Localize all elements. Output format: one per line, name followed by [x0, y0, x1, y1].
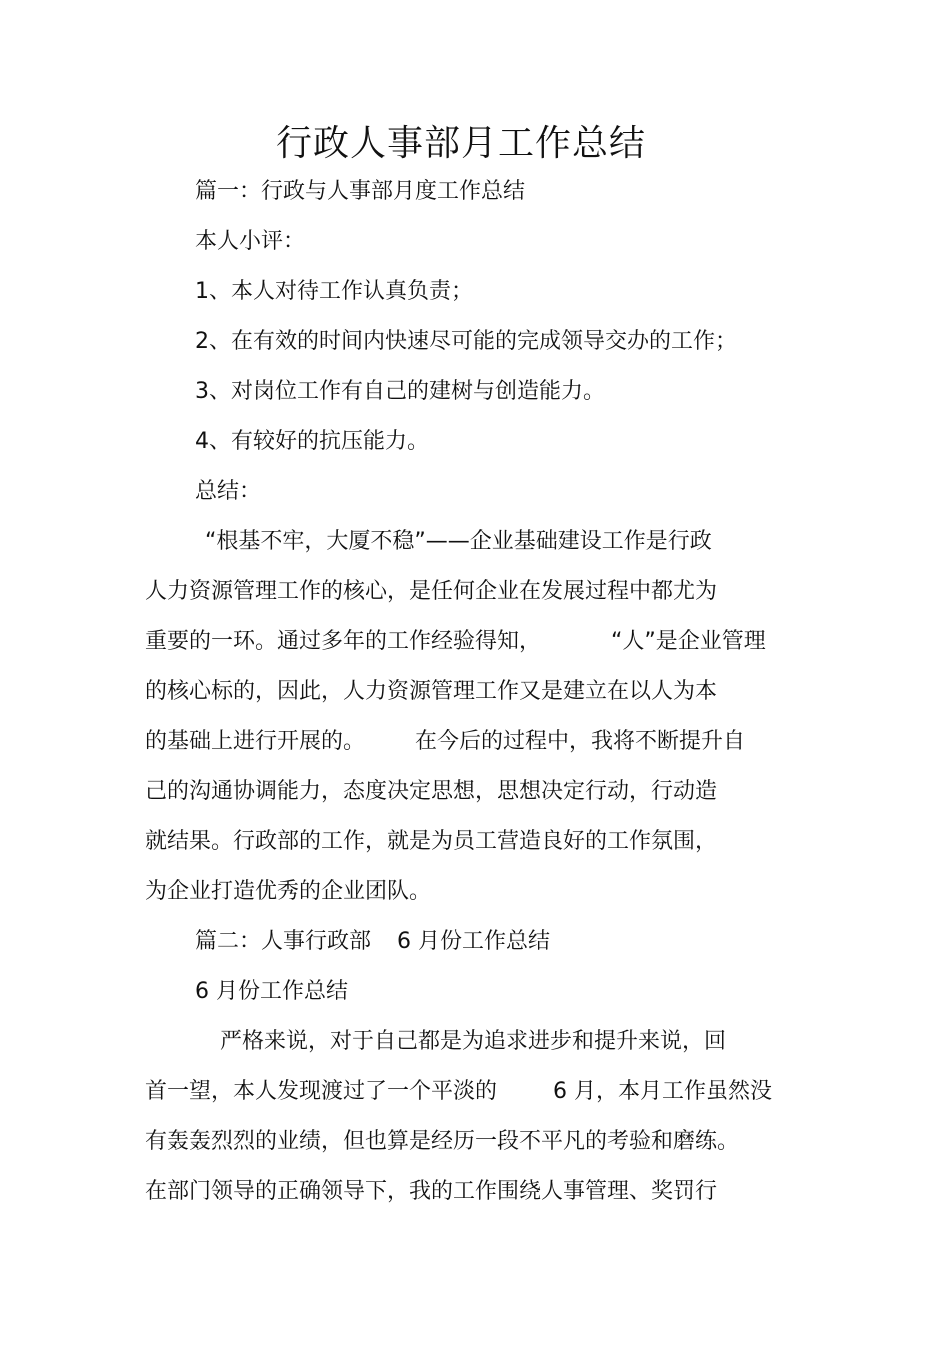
review-item-1: 1、本人对待工作认真负责； — [195, 279, 473, 304]
review-item-4: 4、有较好的抗压能力。 — [195, 429, 429, 454]
paragraph-line: 就结果。行政部的工作，就是为员工营造良好的工作氛围， — [145, 829, 718, 854]
heading-text: 篇二：人事行政部 — [195, 929, 372, 954]
heading-text: 6 月份工作总结 — [397, 929, 551, 954]
paragraph-line: 人力资源管理工作的核心，是任何企业在发展过程中都尤为 — [145, 579, 718, 604]
paragraph-text: 的基础上进行开展的。 — [145, 729, 366, 754]
paragraph-line — [145, 1077, 772, 1107]
section-heading-part2 — [195, 927, 550, 957]
paragraph-text: 重要的一环。通过多年的工作经验得知， — [145, 629, 542, 654]
subheading: 6 月份工作总结 — [195, 979, 348, 1004]
paragraph-line: 严格来说，对于自己都是为追求进步和提升来说，回 — [220, 1029, 727, 1054]
paragraph-text: 6 月，本月工作虽然没 — [553, 1079, 773, 1104]
paragraph-line: 己的沟通协调能力，态度决定思想，思想决定行动，行动造 — [145, 779, 718, 804]
paragraph-text: 在今后的过程中，我将不断提升自 — [415, 729, 746, 754]
paragraph-line — [145, 627, 766, 657]
paragraph-line: 在部门领导的正确领导下，我的工作围绕人事管理、奖罚行 — [145, 1179, 718, 1204]
section-heading-part1: 篇一：行政与人事部月度工作总结 — [195, 179, 526, 204]
summary-label: 总结： — [195, 479, 262, 504]
review-item-2: 2、在有效的时间内快速尽可能的完成领导交办的工作； — [195, 329, 737, 354]
self-review-label: 本人小评： — [195, 229, 306, 254]
paragraph-line: 有轰轰烈烈的业绩，但也算是经历一段不平凡的考验和磨练。 — [145, 1129, 740, 1154]
paragraph-line: “根基不牢，大厦不稳”——企业基础建设工作是行政 — [205, 529, 712, 554]
paragraph-line: 为企业打造优秀的企业团队。 — [145, 879, 432, 904]
document-title: 行政人事部月工作总结 — [275, 123, 646, 164]
paragraph-line — [145, 727, 745, 757]
paragraph-text: “人”是企业管理 — [611, 629, 766, 654]
paragraph-text: 首一望，本人发现渡过了一个平淡的 — [145, 1079, 498, 1104]
paragraph-line: 的核心标的，因此，人力资源管理工作又是建立在以人为本 — [145, 679, 718, 704]
review-item-3: 3、对岗位工作有自己的建树与创造能力。 — [195, 379, 605, 404]
